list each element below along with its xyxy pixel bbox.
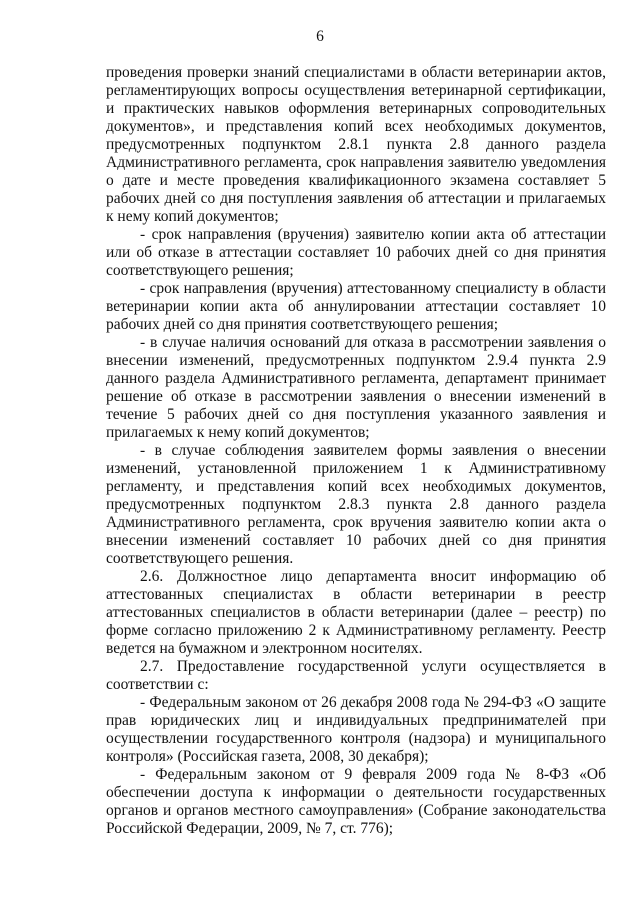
paragraph-2-6: 2.6. Должностное лицо департамента вносит информацию об аттестованных специалистах в области ветеринарии в реестр аттестованных специалистов в области ветеринарии (далее – реестр) по форме согласно приложению 2 к Административному регламенту. Реестр ведется на бумажном и электронном носителях. [106, 568, 606, 657]
paragraph-law-8: - Федеральным законом от 9 февраля 2009 года № 8-ФЗ «Об обеспечении доступа к информации о деятельности государственных органов и органов местного самоуправления» (Собрание законодательства Российской Федерации, 2009, № 7, ст. 776); [106, 766, 606, 837]
page-number: 6 [316, 28, 324, 45]
paragraph-changes-term: - в случае соблюдения заявителем формы заявления о внесении изменений, установленной приложением 1 к Административному регламенту, и представления копий всех необходимых документов, предусмотренных подпунктом 2.8.3 пункта 2.8 данного раздела Административного регламента, срок вручения заявителю копии акта о внесении изменений составляет 10 рабочих дней со дня принятия соответствующего решения. [106, 442, 606, 567]
paragraph-annulment-term: - срок направления (вручения) аттестованному специалисту в области ветеринарии копии акта об аннулировании аттестации составляет 10 рабочих дней со дня принятия соответствующего решения; [106, 280, 606, 333]
document-body [106, 64, 606, 838]
paragraph-continuation: проведения проверки знаний специалистами в области ветеринарии актов, регламентирующих вопросы осуществления ветеринарной сертификации, и практических навыков оформления ветеринарных сопроводительных документов», и представления копий всех необходимых документов, предусмотренных подпунктом 2.8.1 пункта 2.8 данного раздела Административного регламента, срок направления заявителю уведомления о дате и месте проведения квалификационного экзамена составляет 5 рабочих дней со дня поступления заявления об аттестации и прилагаемых к нему копий документов; [106, 64, 606, 225]
paragraph-2-7: 2.7. Предоставление государственной услуги осуществляется в соответствии с: [106, 658, 606, 693]
paragraph-refusal-grounds: - в случае наличия оснований для отказа в рассмотрении заявления о внесении изменений, предусмотренных подпунктом 2.9.4 пункта 2.9 данного раздела Административного регламента, департамент принимает решение об отказе в рассмотрении заявления о внесении изменений в течение 5 рабочих дней со дня поступления указанного заявления и прилагаемых к нему копий документов; [106, 334, 606, 441]
paragraph-act-term: - срок направления (вручения) заявителю копии акта об аттестации или об отказе в аттестации составляет 10 рабочих дней со дня принятия соответствующего решения; [106, 226, 606, 279]
paragraph-law-294: - Федеральным законом от 26 декабря 2008 года № 294-ФЗ «О защите прав юридических лиц и индивидуальных предпринимателей при осуществлении государственного контроля (надзора) и муниципального контроля» (Российская газета, 2008, 30 декабря); [106, 694, 606, 765]
